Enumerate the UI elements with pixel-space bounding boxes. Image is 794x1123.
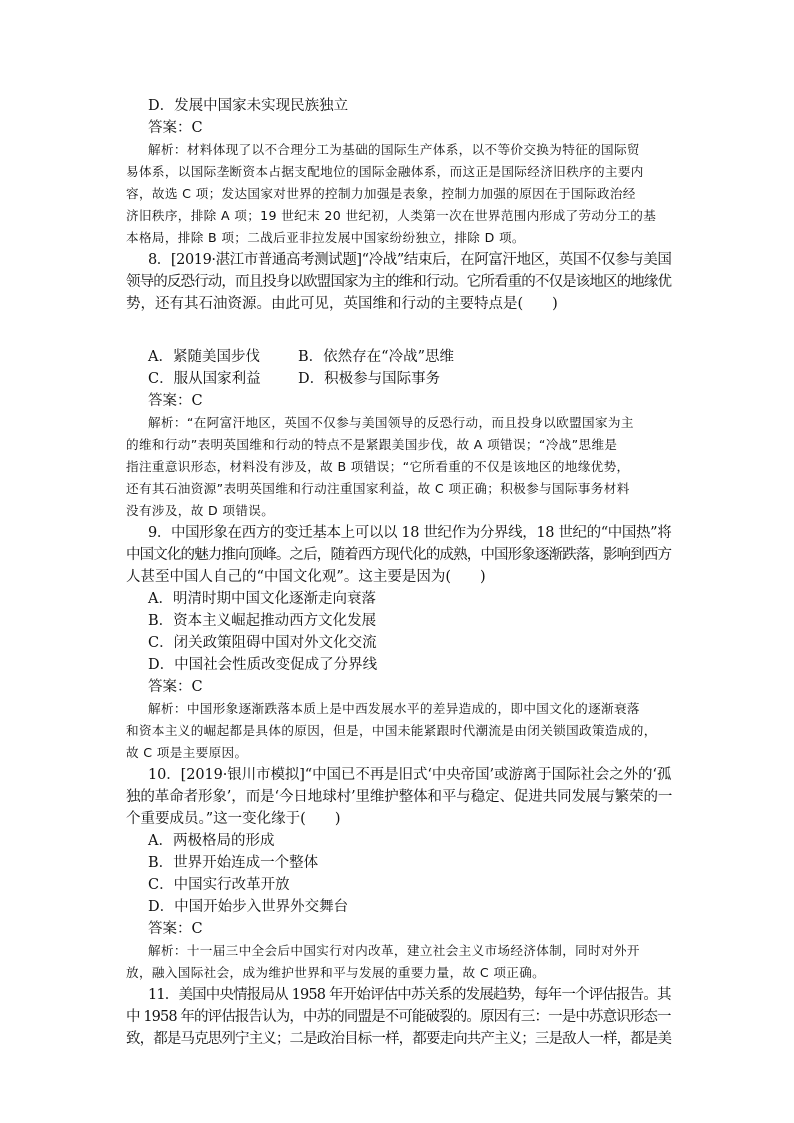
q10-option-a: A．两极格局的形成 xyxy=(148,833,275,849)
q8-explanation-line: 指注重意识形态，材料没有涉及，故 B 项错误；“它所看重的不仅是该地区的地缘优势， xyxy=(126,459,630,474)
q9-stem-line: 中国文化的魅力推向顶峰。之后，随着西方现代化的成熟，中国形象逐渐跌落，影响到西方 xyxy=(126,547,672,563)
q10-option-c: C．中国实行改革开放 xyxy=(148,877,290,893)
q8-explanation-line: 的维和行动”表明英国维和行动的特点不是紧跟美国步伐，故 A 项错误；“冷战”思维是 xyxy=(126,437,618,452)
q10-stem-line: 10．[2019·银川市模拟]“中国已不再是旧式‘中央帝国’或游离于国际社会之外的‘孤 xyxy=(148,767,672,783)
q9-option-b: B．资本主义崛起推动西方文化发展 xyxy=(148,613,377,629)
q7-answer: 答案：C xyxy=(148,120,203,136)
q8-option-d: D．积极参与国际事务 xyxy=(298,371,441,387)
q10-stem-line: 个重要成员。”这一变化缘于( ) xyxy=(126,811,341,827)
q7-explanation-line: 济旧秩序，排除 A 项；19 世纪末 20 世纪初，人类第一次在世界范围内形成了劳动分工的基 xyxy=(126,208,657,223)
q9-option-a: A．明清时期中国文化逐渐走向衰落 xyxy=(148,591,376,607)
q10-option-b: B．世界开始连成一个整体 xyxy=(148,855,319,871)
q9-option-c: C．闭关政策阻碍中国对外文化交流 xyxy=(148,635,377,651)
q10-explanation-line: 放，融入国际社会，成为维护世界和平与发展的重要力量，故 C 项正确。 xyxy=(126,965,546,980)
q9-explanation-line: 故 C 项是主要原因。 xyxy=(126,745,248,760)
q9-explanation-line: 和资本主义的崛起都是具体的原因，但是，中国未能紧跟时代潮流是由闭关锁国政策造成的， xyxy=(126,723,657,738)
q8-stem-line: 8．[2019·湛江市普通高考测试题]“冷战”结束后，在阿富汗地区，英国不仅参与美国 xyxy=(148,252,672,268)
q11-stem-line: 致，都是马克思列宁主义；二是政治目标一样，都要走向共产主义；三是敌人一样，都是美 xyxy=(126,1031,672,1047)
q7-option-d: D．发展中国家未实现民族独立 xyxy=(148,98,349,114)
q9-option-d: D．中国社会性质改变促成了分界线 xyxy=(148,657,378,673)
q8-option-b: B．依然存在“冷战”思维 xyxy=(298,349,454,365)
q10-explanation-line: 解析：十一届三中全会后中国实行对内改革，建立社会主义市场经济体制，同时对外开 xyxy=(148,943,640,958)
q8-answer: 答案：C xyxy=(148,393,203,409)
q7-explanation-line: 解析：材料体现了以不合理分工为基础的国际生产体系，以不等价交换为特征的国际贸 xyxy=(148,142,640,157)
q8-option-c: C．服从国家利益 xyxy=(148,371,261,387)
q9-explanation-line: 解析：中国形象逐渐跌落本质上是中西发展水平的差异造成的，即中国文化的逐渐衰落 xyxy=(148,701,640,716)
q9-stem-line: 人甚至中国人自己的“中国文化观”。这主要是因为( ) xyxy=(126,569,486,585)
q9-answer: 答案：C xyxy=(148,679,203,695)
q8-stem-line: 势，还有其石油资源。由此可见，英国维和行动的主要特点是( ) xyxy=(126,296,558,312)
q7-explanation-line: 本格局，排除 B 项；二战后亚非拉发展中国家纷纷独立，排除 D 项。 xyxy=(126,230,525,245)
q7-explanation-line: 易体系，以国际垄断资本占据支配地位的国际金融体系，而这正是国际经济旧秩序的主要内 xyxy=(126,164,644,179)
q10-option-d: D．中国开始步入世界外交舞台 xyxy=(148,899,349,915)
q9-stem-line: 9．中国形象在西方的变迁基本上可以以 18 世纪作为分界线，18 世纪的“中国热”将 xyxy=(148,525,672,541)
q10-answer: 答案：C xyxy=(148,921,203,937)
q8-option-a: A．紧随美国步伐 xyxy=(148,349,260,365)
q10-stem-line: 独的革命者形象’，而是‘今日地球村’里维护整体和平与稳定、促进共同发展与繁荣的一 xyxy=(126,789,673,805)
q8-explanation-line: 解析：“在阿富汗地区，英国不仅参与美国领导的反恐行动，而且投身以欧盟国家为主 xyxy=(148,415,634,430)
q7-explanation-line: 容，故选 C 项；发达国家对世界的控制力加强是表象，控制力加强的原因在于国际政治经 xyxy=(126,186,636,201)
q11-stem-line: 中 1958 年的评估报告认为，中苏的同盟是不可能破裂的。原因有三：一是中苏意识形态一 xyxy=(126,1009,671,1025)
q8-explanation-line: 还有其石油资源”表明英国维和行动注重国家利益，故 C 项正确；积极参与国际事务材料 xyxy=(126,481,630,496)
q11-stem-line: 11．美国中央情报局从 1958 年开始评估中苏关系的发展趋势，每年一个评估报告。其 xyxy=(148,987,671,1003)
q8-explanation-line: 没有涉及，故 D 项错误。 xyxy=(126,503,275,518)
q8-stem-line: 领导的反恐行动，而且投身以欧盟国家为主的维和行动。它所看重的不仅是该地区的地缘优 xyxy=(126,274,672,290)
